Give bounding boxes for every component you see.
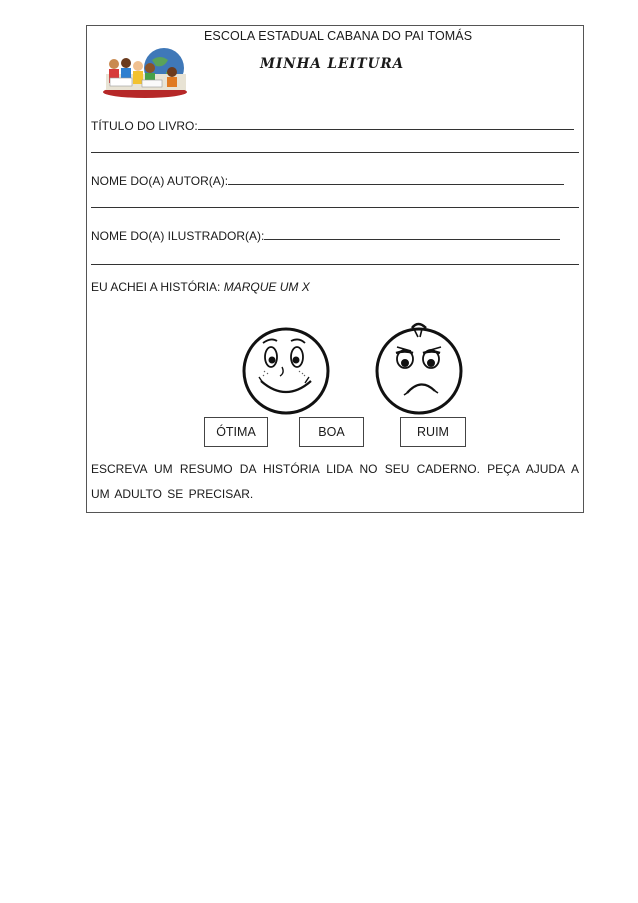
author-blank[interactable] [228, 172, 564, 185]
illustrator-label: NOME DO(A) ILUSTRADOR(A): [91, 229, 265, 243]
book-title-field [91, 117, 574, 133]
faces-illustration [239, 319, 467, 419]
option-otima-box[interactable] [204, 417, 268, 447]
author-label: NOME DO(A) AUTOR(A): [91, 174, 229, 188]
illustrator-field [91, 227, 560, 243]
blank-line[interactable] [91, 264, 579, 265]
sad-face-icon [377, 324, 461, 413]
children-reading-logo-icon [100, 42, 190, 100]
happy-face-icon [244, 329, 328, 413]
reading-worksheet [86, 25, 584, 513]
summary-instruction: ESCREVA UM RESUMO DA HISTÓRIA LIDA NO SEU CADERNO. PEÇA AJUDA A UM ADULTO SE PRECISAR. [91, 462, 579, 501]
school-name: ESCOLA ESTADUAL CABANA DO PAI TOMÁS [204, 29, 473, 43]
blank-line[interactable] [91, 152, 579, 153]
option-label: RUIM [417, 425, 449, 439]
worksheet-title: MINHA LEITURA [260, 56, 405, 72]
book-title-label: TÍTULO DO LIVRO: [91, 119, 198, 133]
author-field [91, 172, 564, 188]
option-ruim-box[interactable] [400, 417, 466, 447]
book-title-blank[interactable] [198, 117, 574, 130]
rating-question-label: EU ACHEI A HISTÓRIA: [91, 280, 224, 294]
option-label: BOA [318, 425, 345, 439]
rating-instruction: MARQUE UM X [223, 280, 310, 294]
rating-question [91, 280, 310, 294]
illustrator-blank[interactable] [264, 227, 560, 240]
blank-line[interactable] [91, 207, 579, 208]
option-label: ÓTIMA [216, 425, 256, 439]
option-boa-box[interactable] [299, 417, 364, 447]
